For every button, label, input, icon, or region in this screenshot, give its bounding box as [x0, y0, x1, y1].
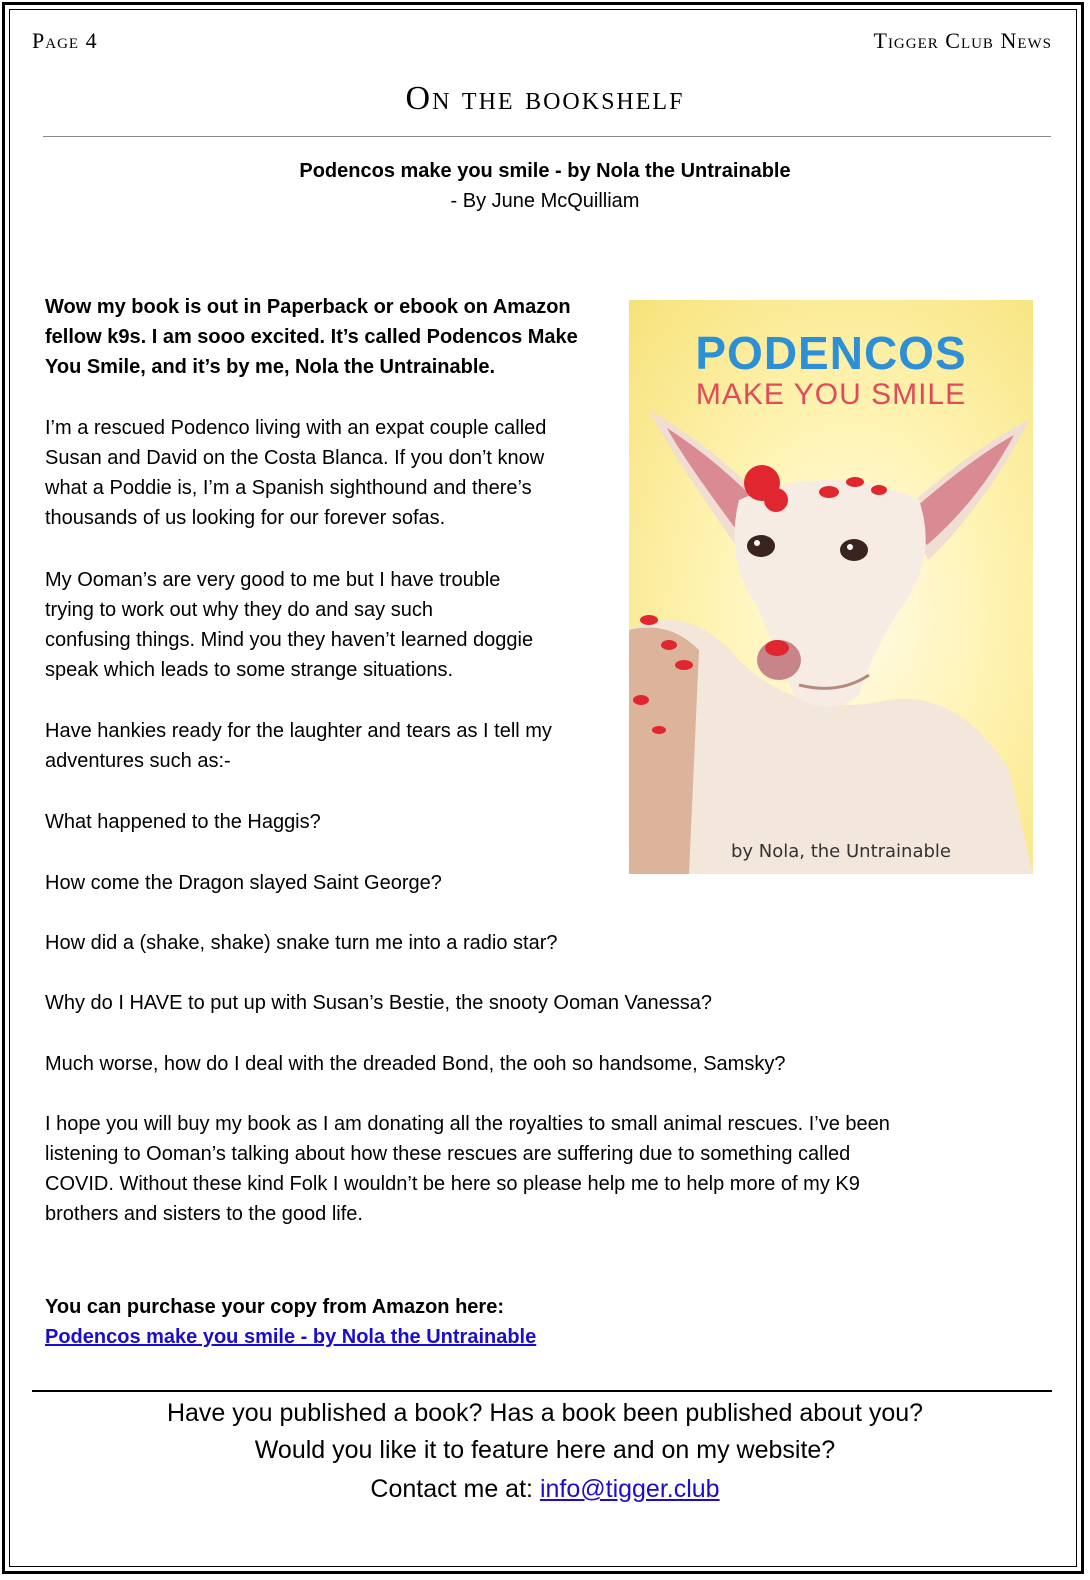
page-number: Page 4: [32, 28, 98, 53]
cover-title: PODENCOS: [695, 327, 967, 379]
text-line: Have hankies ready for the laughter and tears as I tell my: [45, 720, 552, 742]
purchase-label: You can purchase your copy from Amazon here:: [45, 1296, 504, 1318]
text-line: I’m a rescued Podenco living with an expat couple called: [45, 417, 547, 439]
header-divider: [43, 136, 1051, 137]
text-line: thousands of us looking for our forever sofas.: [45, 507, 446, 529]
publication-name: Tigger Club News: [873, 28, 1052, 53]
book-cover-image: [629, 300, 1033, 874]
question-samsky: Much worse, how do I deal with the dreaded Bond, the ooh so handsome, Samsky?: [45, 1053, 786, 1075]
text-line: Susan and David on the Costa Blanca. If you don’t know: [45, 447, 545, 469]
text-line: My Ooman’s are very good to me but I have trouble: [45, 569, 501, 591]
cover-author: by Nola, the Untrainable: [730, 841, 951, 862]
paragraph-4: [45, 1109, 890, 1229]
section-title: On the bookshelf: [405, 80, 685, 117]
text-line: trying to work out why they do and say such: [45, 599, 433, 621]
footer-contact: [0, 1475, 1090, 1504]
contact-label: Contact me at:: [370, 1475, 540, 1503]
text-line: I hope you will buy my book as I am donating all the royalties to small animal rescues. I’ve been: [45, 1113, 890, 1135]
text-line: what a Poddie is, I’m a Spanish sighthound and there’s: [45, 477, 532, 499]
text-line: speak which leads to some strange situations.: [45, 659, 453, 681]
footer-divider: [32, 1390, 1052, 1392]
question-snake: How did a (shake, shake) snake turn me into a radio star?: [45, 932, 558, 954]
paragraph-1: [45, 413, 546, 533]
text-line: Wow my book is out in Paperback or ebook on Amazon: [45, 296, 571, 318]
article-title: Podencos make you smile - by Nola the Untrainable: [299, 160, 791, 182]
text-line: confusing things. Mind you they haven’t learned doggie: [45, 629, 534, 651]
article-byline: - By June McQuilliam: [450, 190, 640, 212]
text-line: adventures such as:-: [45, 750, 231, 772]
question-haggis: What happened to the Haggis?: [45, 811, 321, 833]
footer-question-1: Have you published a book? Has a book been published about you?: [166, 1399, 924, 1427]
paragraph-3: [45, 716, 552, 776]
paragraph-2: [45, 565, 533, 685]
cover-subtitle: MAKE YOU SMILE: [695, 378, 967, 411]
footer-question-2: Would you like it to feature here and on my website?: [254, 1436, 836, 1464]
text-line: You Smile, and it’s by me, Nola the Untrainable.: [45, 356, 496, 378]
text-line: fellow k9s. I am sooo excited. It’s called Podencos Make: [45, 326, 578, 348]
contact-email-link[interactable]: info@tigger.club: [539, 1475, 720, 1503]
text-line: COVID. Without these kind Folk I wouldn’t be here so please help me to help more of my K9: [45, 1173, 860, 1195]
amazon-book-link[interactable]: Podencos make you smile - by Nola the Untrainable: [45, 1326, 537, 1348]
text-line: brothers and sisters to the good life.: [45, 1203, 363, 1225]
intro-paragraph: [45, 292, 578, 382]
text-line: listening to Ooman’s talking about how these rescues are suffering due to something called: [45, 1143, 851, 1165]
question-dragon: How come the Dragon slayed Saint George?: [45, 872, 442, 894]
question-vanessa: Why do I HAVE to put up with Susan’s Bestie, the snooty Ooman Vanessa?: [45, 992, 713, 1014]
